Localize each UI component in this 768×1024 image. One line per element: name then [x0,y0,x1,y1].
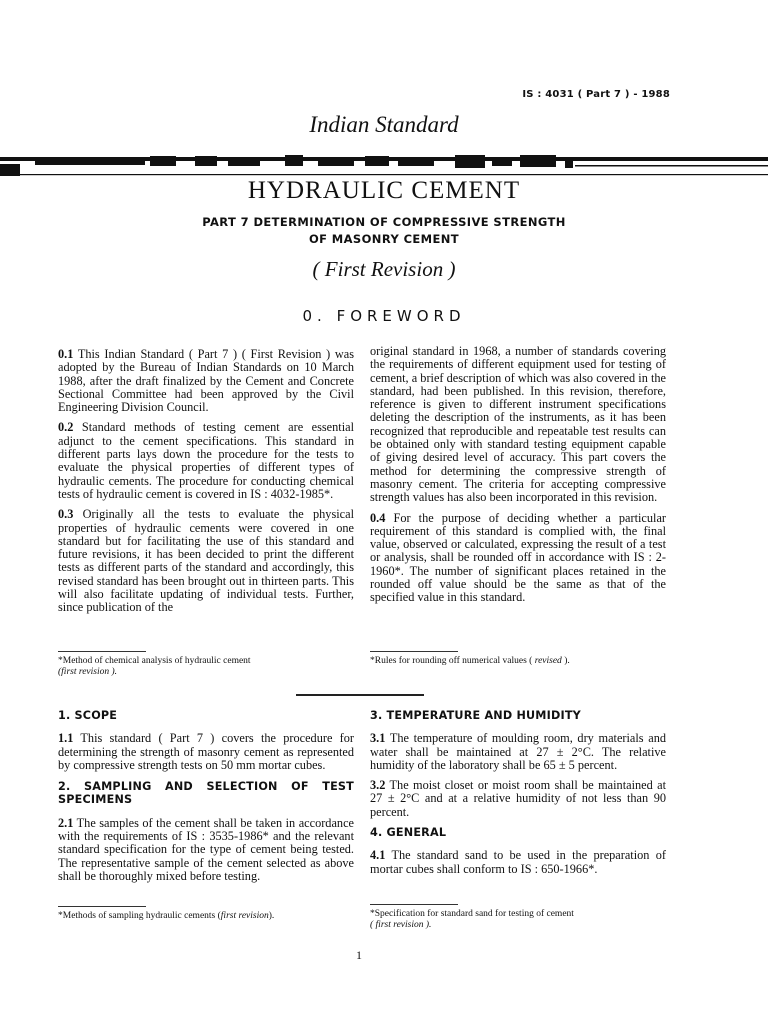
footnote-rule [370,904,458,905]
footnote-italic: (first revision ). [58,667,118,677]
page-number: 1 [356,948,362,962]
section-divider [296,694,424,696]
section-heading-general: 4. GENERAL [370,826,447,840]
footnote-text: *Method of chemical analysis of hydraulic cement [58,656,251,666]
clause-number: 2.1 [58,815,74,830]
footnote-italic: revised [534,656,562,666]
clause-number: 3.2 [370,778,386,793]
clause-number: 0.4 [370,510,386,525]
clause-4-1 [370,849,666,876]
sections-right-column [370,709,666,883]
clause-text: The temperature of moulding room, dry materials and water shall be maintained at 27 ± 2°C. The relative humidity of the laboratory shall be 65 ± 5 percent. [370,731,666,772]
clause-number: 1.1 [58,731,74,746]
standard-number: IS : 4031 ( Part 7 ) - 1988 [522,89,670,100]
sections-left-column [58,709,354,890]
clause-number: 4.1 [370,848,386,863]
part-heading-line-2: OF MASONRY CEMENT [308,232,460,246]
footnote-rule [58,906,146,907]
footnote-text: *Methods of sampling hydraulic cements ( [58,911,221,921]
revision-label: ( First Revision ) [312,257,456,281]
clause-3-2 [370,779,666,819]
clause-text: The samples of the cement shall be taken in accordance with the requirements of IS : 3535-1986* and the relevant standard specification for the type of cement being tested. The representative sample of the cement selected as above shall be thoroughly mixed before testing. [58,815,354,883]
foreword-heading: 0. FOREWORD [302,307,466,325]
footnote-left-2 [58,911,354,922]
clause-text: This standard ( Part 7 ) covers the procedure for determining the strength of masonry cement as represented by compressive strength tests on 50 mm mortar cubes. [58,731,354,772]
footnote-text-end: ). [268,911,275,921]
part-heading-line-1: PART 7 DETERMINATION OF COMPRESSIVE STRENGTH [202,215,566,229]
clause-text: Originally all the tests to evaluate the physical properties of hydraulic cements were covered in one standard but for facilitating the use of this standard and future revisions, it has been decided to print the different tests as different parts of the standard and accordingly, this revised standard has been brought out in thirteen parts. This will also facilitate updating of individual tests. Further, since publication of the [58,507,354,615]
footnote-text-end: ). [564,656,570,666]
footnote-text: *Rules for rounding off numerical values ( [370,656,533,666]
footnote-italic: first revision [220,911,269,921]
section-heading-sampling: 2. SAMPLING AND SELECTION OF TEST SPECIMENS [58,780,354,807]
footnote-rule [370,651,458,652]
section-heading-scope: 1. SCOPE [58,709,118,722]
foreword-para-0-3 [58,508,354,614]
foreword-para-0-3-continued: original standard in 1968, a number of standards covering the requirements of different equipment used for testing of cement, a brief description of which was also covered in the standard, had been published. In this revision, therefore, reference is given to different instrument specifications deleting the description of the instruments, as it has been recognized that reproducible and repeatable test results can be obtained only with standard testing equipment capable of giving desired level of accuracy. This part covers the method for determining the compressive strength of masonry cement. The criteria for accepting compressive strength values has also been incorporated in this revision. [370,344,666,505]
footnote-text: *Specification for standard sand for testing of cement [370,909,574,919]
clause-3-1 [370,732,666,772]
footnote-left [58,656,354,678]
clause-2-1 [58,817,354,883]
footnote-right [370,656,666,667]
clause-text: Standard methods of testing cement are essential adjunct to the cement specifications. This standard in different parts lays down the procedure for the tests to evaluate the physical properties of different types of hydraulic cements. The procedure for conducting chemical tests of hydraulic cement is covered in IS : 4032-1985*. [58,420,355,501]
clause-number: 0.3 [58,507,74,522]
section-heading-temperature: 3. TEMPERATURE AND HUMIDITY [370,709,581,722]
foreword-left-column [58,348,354,622]
clause-text: This Indian Standard ( Part 7 ) ( First Revision ) was adopted by the Bureau of Indian Standards on 10 March 1988, after the draft finalized by the Cement and Concrete Sectional Committee had been approved by the Civil Engineering Division Council. [58,347,355,415]
clause-number: 0.1 [58,347,74,361]
footnote-rule [58,651,146,652]
clause-text: The standard sand to be used in the preparation of mortar cubes shall conform to IS : 650-1966*. [370,848,666,876]
foreword-para-0-2 [58,421,354,501]
clause-text: For the purpose of deciding whether a particular requirement of this standard is complied with, the final value, observed or calculated, expressing the result of a test or analysis, shall be rounded off in accordance with IS : 2-1960*. The number of significant places retained in the rounded off value should be the same as that of the specified value in this standard. [370,510,666,605]
foreword-para-0-4 [370,512,666,605]
footnote-italic: ( first revision ). [370,920,432,930]
foreword-right-column [370,345,666,612]
footnote-right-2 [370,909,666,931]
document-subtitle: HYDRAULIC CEMENT [247,177,521,204]
foreword-para-0-1 [58,348,354,414]
clause-number: 3.1 [370,731,386,746]
clause-text: The moist closet or moist room shall be maintained at 27 ± 2°C and at a relative humidity of not less than 90 percent. [370,778,667,819]
clause-1-1 [58,732,354,772]
part-heading [100,214,668,248]
document-title: Indian Standard [309,112,459,137]
clause-number: 0.2 [58,420,74,435]
